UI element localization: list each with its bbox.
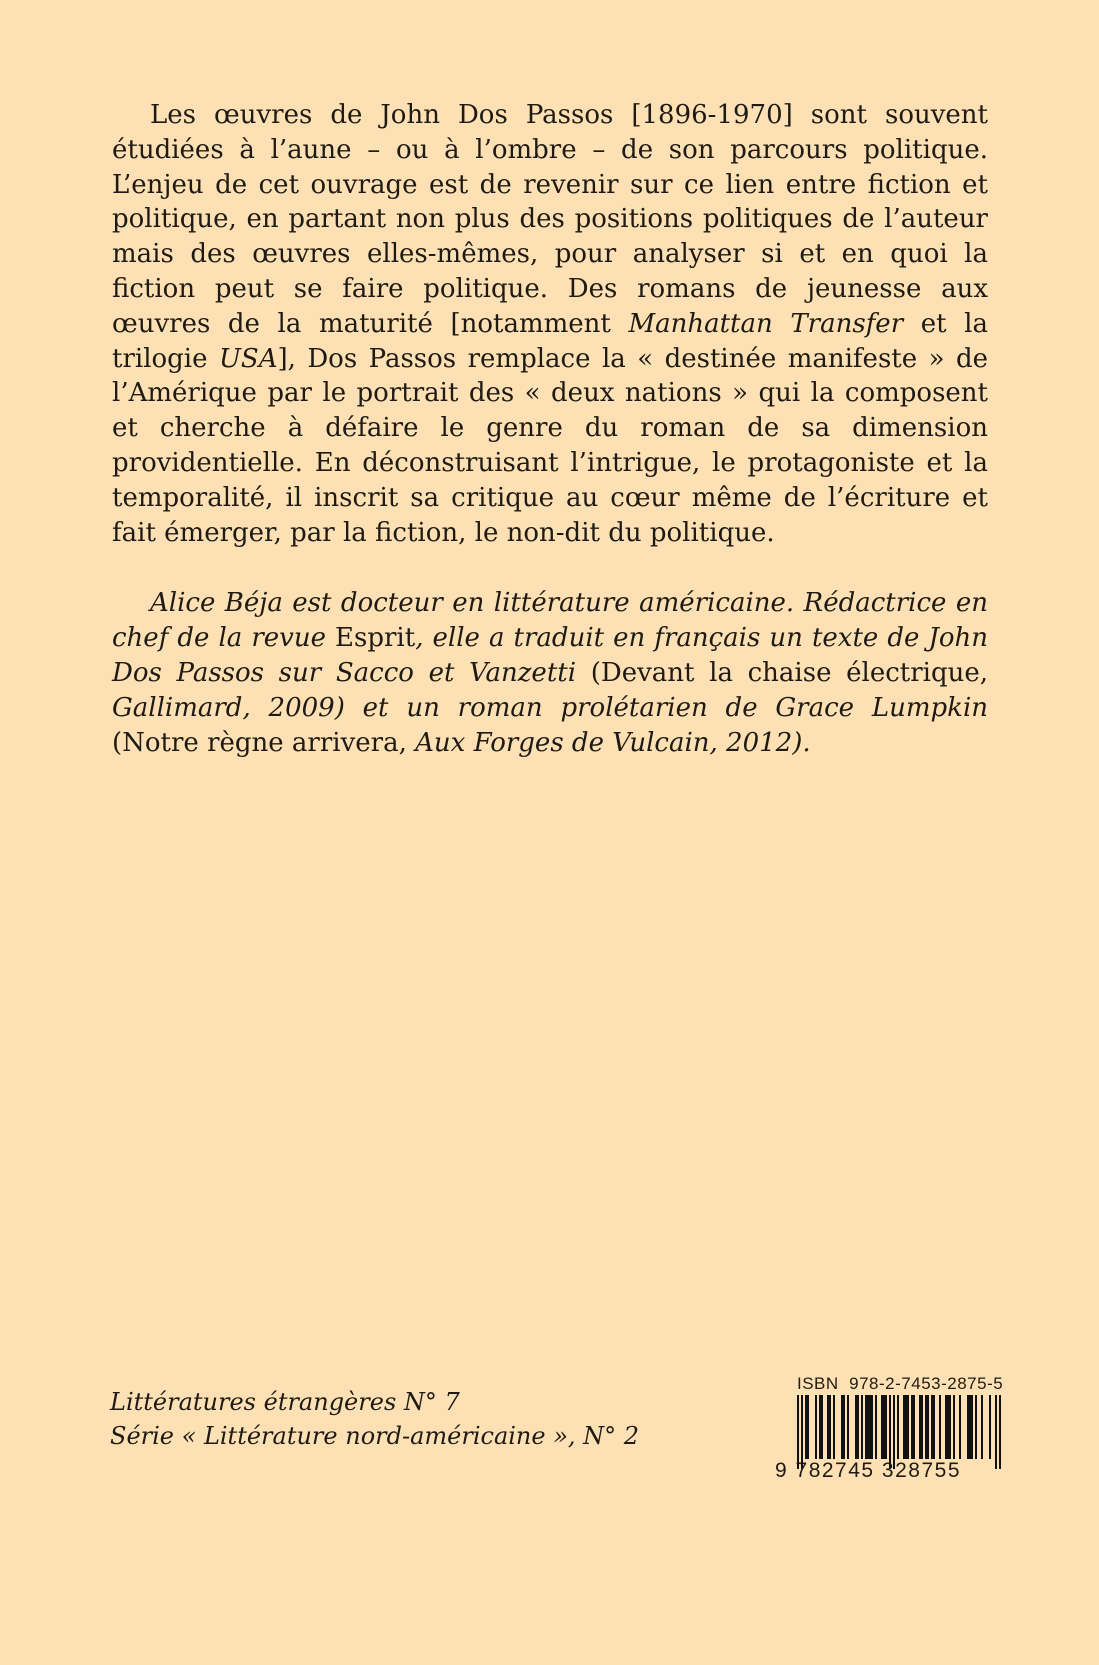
barcode-bar [881,1395,883,1459]
barcode-bar [981,1395,983,1459]
barcode-bar [829,1395,831,1459]
barcode-bar [869,1395,871,1459]
barcode-bar [883,1395,885,1459]
summary-part-3: ], Dos Passos remplace la « destinée manifeste » de l’Amérique par le portrait des « deux nations » qui la composent et cherche à défaire le genre du roman de sa dimension providentielle. En déconstruisant l’intrigue, le protagoniste et la temporalité, il inscrit sa critique au cœur même de l’écriture et fait émerger, par la fiction, le non-dit du politique. [112,343,988,548]
barcode-bar [905,1395,907,1459]
barcode-bar [875,1395,877,1459]
barcode-bar [949,1395,951,1459]
barcode-bar [897,1395,899,1459]
isbn-number: 978-2-7453-2875-5 [849,1374,1004,1393]
summary-text [112,98,988,550]
barcode-bar [871,1395,873,1459]
barcode-bar [995,1395,997,1469]
bio-part-g: Aux Forges de Vulcain, 2012). [415,728,811,758]
barcode-bar [889,1395,891,1469]
barcode-bar [865,1395,867,1459]
bio-translation-title-1: (Devant la chaise électrique, [590,658,989,688]
barcode-bar [827,1395,829,1459]
bio-translation-title-2: (Notre règne arrivera, [112,728,416,758]
isbn-label [797,1374,1003,1394]
barcode-bar [801,1395,803,1469]
barcode-bar [931,1395,933,1459]
barcode-bar [861,1395,863,1459]
series-line-2: Série « Littérature nord-américaine », N° 2 [110,1422,640,1450]
summary-part-2: et la trilogie [112,308,988,374]
barcode-bar [843,1395,845,1459]
barcode-bar [959,1395,961,1459]
series-line-1: Littératures étrangères N° 7 [110,1388,460,1416]
barcode-bar [945,1395,947,1459]
barcode-bar [953,1395,955,1459]
barcode-bar [857,1395,859,1459]
barcode-bar [833,1395,835,1459]
summary-part-1: Les œuvres de John Dos Passos [1896-1970] sont souvent étudiées à l’aune – ou à l’ombre – de son parcours politique. L’enjeu de cet ouvrage est de revenir sur ce lien entre fiction et politique, en partant non plus des positions politiques de l’auteur mais des œuvres elles-mêmes, pour analyser si et en quoi la fiction peut se faire politique. Des romans de jeunesse aux œuvres de la maturité [notamment [112,100,988,339]
barcode-bar [989,1395,991,1459]
barcode-bar [939,1395,941,1459]
barcode-digits: 9 782745 328755 [775,1459,961,1482]
barcode-bar [911,1395,913,1459]
barcode-bar [903,1395,905,1459]
barcode-bar [925,1395,927,1459]
barcode-bar [969,1395,971,1459]
barcode-bar [841,1395,843,1459]
barcode-bar [867,1395,869,1459]
bio-part-e: Gallimard, 2009) et un roman prolétarien de Grace Lumpkin [112,693,988,723]
barcode-bar [805,1395,807,1459]
barcode-bar [819,1395,821,1459]
book-title-manhattan-transfer: Manhattan Transfer [628,308,904,339]
bio-part-c: , elle a traduit en français un texte de John Dos Passos sur Sacco et Vanzetti [112,623,988,688]
barcode-bar [975,1395,977,1459]
book-title-usa: USA [218,343,278,374]
barcode-bar [933,1395,935,1459]
barcode-bar [821,1395,823,1459]
barcode-bar [797,1395,799,1469]
barcode-bar [807,1395,809,1459]
barcode-bar [855,1395,857,1459]
barcode-bar [913,1395,915,1459]
barcode-bar [919,1395,921,1459]
isbn-prefix: ISBN [797,1374,839,1393]
barcode-bar [893,1395,895,1469]
barcode-bar [847,1395,849,1459]
barcode-bar [927,1395,929,1459]
author-bio [112,586,988,761]
bio-journal-title: Esprit [335,623,416,653]
barcode-bar [999,1395,1001,1469]
barcode-bar [885,1395,887,1459]
barcode-bar [947,1395,949,1459]
barcode-bar [907,1395,909,1459]
barcode-bar [921,1395,923,1459]
barcode-bar [815,1395,817,1459]
barcode-bar [971,1395,973,1459]
barcode-bar [967,1395,969,1459]
series-info [110,1385,639,1453]
bio-part-a: Alice Béja est docteur en littérature américaine. Rédactrice en chef de la revue [112,588,988,653]
